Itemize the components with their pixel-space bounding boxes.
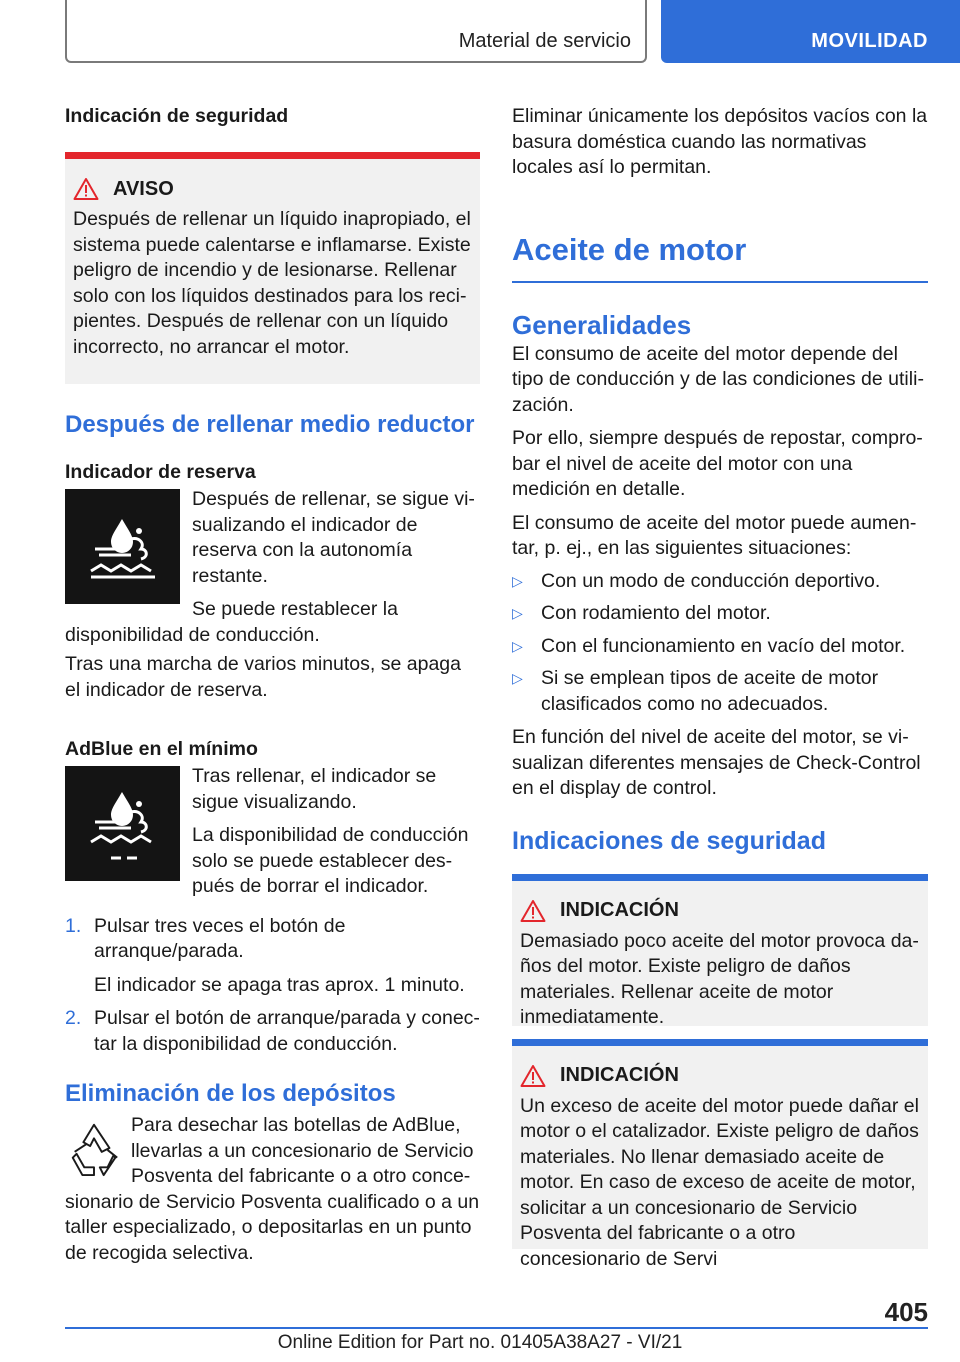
situation-text: Con un modo de conducción deportivo. [541,569,881,592]
adblue-min-text-2: La disponibilidad de conducción solo se puede establecer después de borrar el indicador. [192,824,469,897]
edition-note: Online Edition for Part no. 01405A38A27 - VI/21 [277,1332,683,1353]
disposal-text: Para desechar las botellas de AdBlue, llevarlas a un concesionario de Servicio Posventa del fabricante o a otro concesionario de Servicio Posventa cualificado o a un taller especializado, o depositarlas en un punto de recogida selectiva. [65,1114,480,1264]
step-text: Pulsar tres veces el botón de arranque/parada. [94,914,346,962]
warning-triangle-icon [73,177,99,201]
adblue-empty-indicator-icon [65,766,180,881]
adblue-min-heading: AdBlue en el mínimo [65,738,258,760]
disposal-section [65,1113,480,1266]
warning-box [65,152,480,384]
situations-list [512,569,928,718]
after-refill-heading: Después de rellenar medio reductor [65,411,475,438]
step-number: 1. [65,914,82,937]
reserve-indicator-icon [65,489,180,604]
notice-box-2 [512,1039,928,1270]
steps-list [65,900,480,1058]
reserve-heading: Indicador de reserva [65,461,256,483]
adblue-min-text-1: Tras rellenar, el indicador se sigue visualizando. [192,765,437,813]
bullet-triangle-icon: ▷ [512,637,523,654]
disposal-continuation: Eliminar únicamente los depósitos vacíos con la basura doméstica cuando las normativas locales así lo permitan. [512,105,928,178]
bullet-triangle-icon: ▷ [512,572,523,589]
list-item [512,569,928,595]
general-heading: Generalidades [512,309,692,340]
general-text-4: En función del nivel de aceite del motor, se visualizan diferentes mensajes de Check-Control en el display de control. [512,726,921,799]
notice-box-1 [512,874,928,1026]
warning-text: Después de rellenar un líquido inapropiado, el sistema puede calentarse e inflamarse. Existe peligro de incendio y de lesionarse. Rellenar solo con los líquidos destinados para los recipientes. Después de rellenar con un líquido incorrecto, no arrancar el motor. [73,208,471,358]
warning-header [73,177,472,201]
header-section-label: Material de servicio [458,30,631,52]
bullet-triangle-icon: ▷ [512,605,523,621]
disposal-heading: Eliminación de los depósitos [65,1080,396,1107]
notice-header [520,899,920,923]
header-chapter-tab [661,0,960,63]
safety-heading: Indicación de seguridad [65,105,289,127]
recycling-icon [65,1119,123,1177]
reserve-text-3: Tras una marcha de varios minutos, se apaga el indicador de reserva. [65,653,461,701]
warning-triangle-icon [520,899,546,923]
notice-title: INDICACIÓN [560,899,679,921]
notice-title: INDICACIÓN [560,1064,679,1086]
list-item [512,666,928,717]
reserve-text-2: Se puede restablecer la disponibilidad de conducción. [65,598,398,646]
header-chapter-label: MOVILIDAD [811,30,928,52]
bullet-triangle-icon: ▷ [512,670,523,686]
situation-text: Si se emplean tipos de aceite de motor clasificados como no adecuados. [541,667,879,715]
right-column [512,100,928,1270]
reserve-section [65,487,480,703]
general-text-1: El consumo de aceite del motor depende del tipo de conducción y de las condiciones de utilización. [512,342,924,416]
notice-text: Un exceso de aceite del motor puede dañar el motor o el catalizador. Existe peligro de daños materiales. No llenar demasiado aceite de motor. En caso de exceso de aceite de motor, solicitar a un concesionario de Servicio Posventa del fabricante o a otro concesionario de Servi [520,1094,919,1270]
situation-text: Con rodamiento del motor. [541,602,771,624]
list-item [65,1006,480,1057]
general-text-3: El consumo de aceite del motor puede aumentar, p. ej., en las siguientes situaciones: [512,511,917,559]
general-text-2: Por ello, siempre después de repostar, comprobar el nivel de aceite del motor con una medición en detalle. [512,427,923,500]
footer-rule [65,1327,928,1329]
header-section-tab [65,0,647,63]
left-column [65,100,480,1266]
engine-oil-heading: Aceite de motor [512,231,747,267]
warning-triangle-icon [520,1064,546,1088]
list-item [65,914,480,999]
notice-header [520,1064,920,1088]
step-number: 2. [65,1007,82,1029]
step-text: Pulsar el botón de arranque/parada y conectar la disponibilidad de conducción. [94,1007,480,1055]
step-subtext: El indicador se apaga tras aprox. 1 minuto. [94,973,465,996]
engine-oil-rule [512,281,928,283]
list-item [512,634,928,660]
notice-text: Demasiado poco aceite del motor provoca daños del motor. Existe peligro de daños materiales. Rellenar aceite de motor inmediatamente. [520,929,919,1028]
situation-text: Con el funcionamiento en vacío del motor. [541,634,906,657]
adblue-min-section [65,764,480,900]
reserve-text-1: Después de rellenar, se sigue visualizando el indicador de reserva con la autonomía restante. [192,488,475,587]
safety-notices-heading: Indicaciones de seguridad [512,826,826,855]
list-item [512,601,928,627]
warning-title: AVISO [113,177,174,200]
page-number: 405 [884,1297,928,1327]
